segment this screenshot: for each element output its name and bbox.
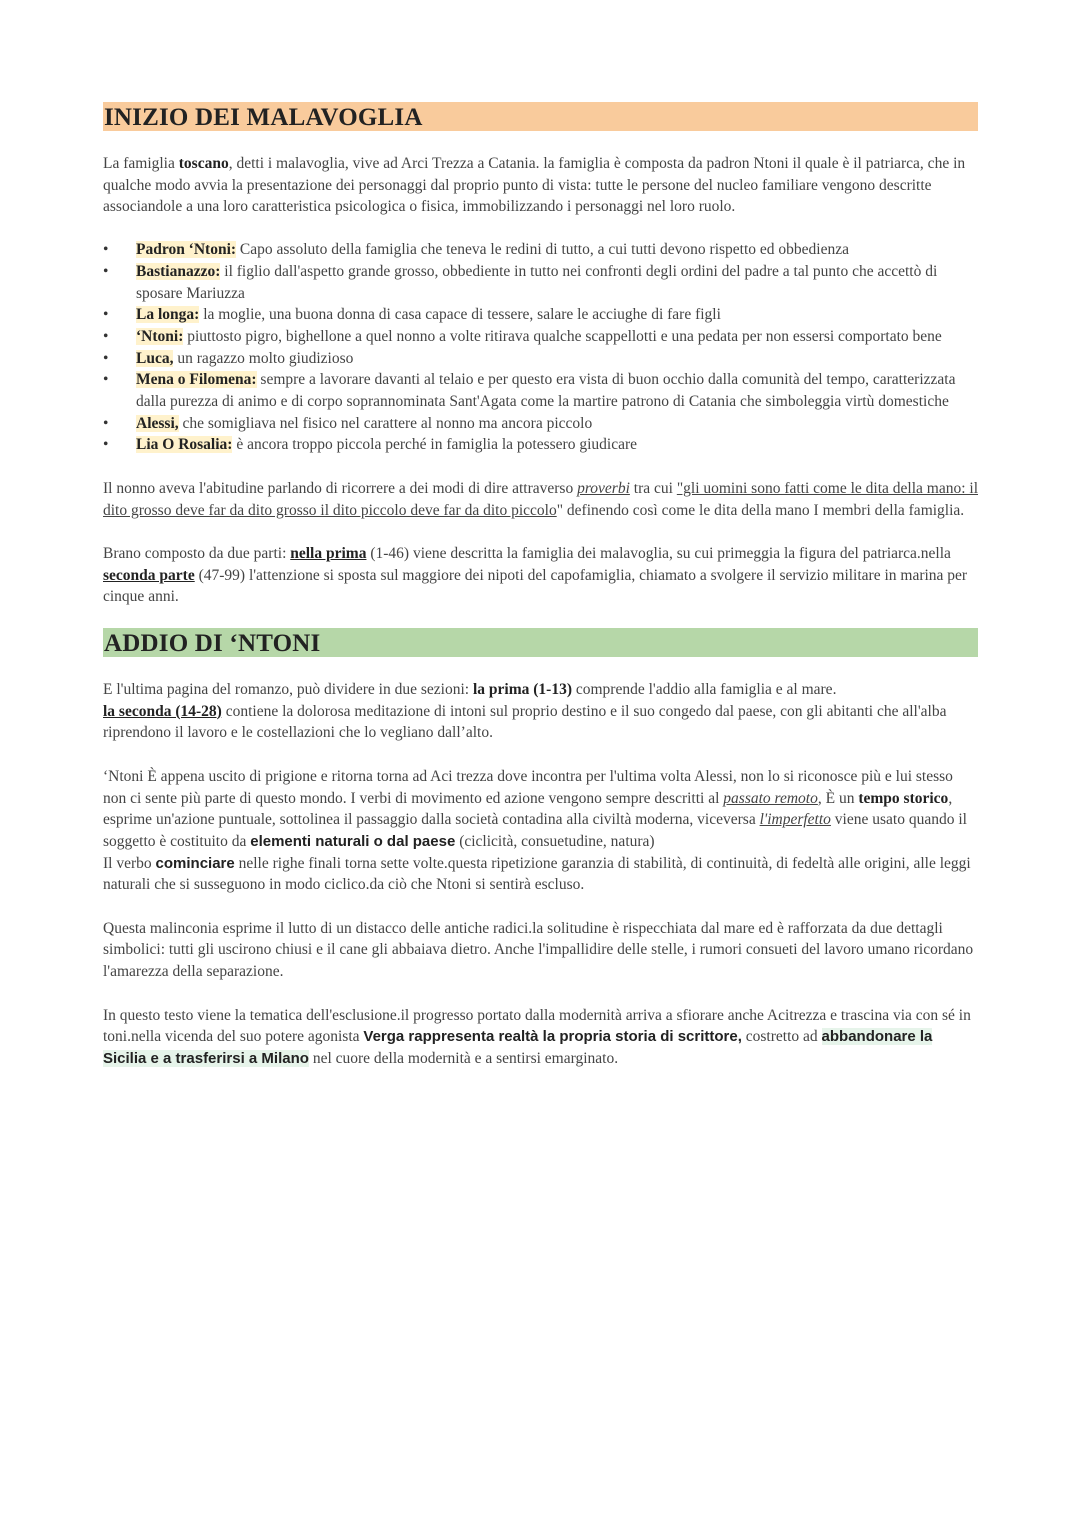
verbs-paragraph: [103, 766, 978, 896]
spacer: [103, 896, 978, 918]
intro-text-rest: , detti i malavoglia, vive ad Arci Trezza a Catania. la famiglia è composta da padron Ntoni il quale è il patriarca, che in qualche modo avvia la presentazione dei personaggi dal proprio punto di vista: tutte le persone del nucleo familiare vengono descritte associandole a una loro caratteristica psicologica o fisica, immobilizzando i personaggi nel loro ruolo.: [103, 155, 966, 216]
verbs-text: , esprime un'azione puntuale, sottolinea il passaggio dalla società contadina alla civiltà moderna, viceversa: [103, 789, 953, 829]
proverb-text: Il nonno aveva l'abitudine parlando di ricorrere a dei modi di dire attraverso: [103, 479, 578, 497]
addio-text: contiene la dolorosa meditazione di intoni sul proprio destino e il suo congedo dal paese, con gli abitanti che all'alba riprendono il lavoro e le costellazioni che lo vegliano dall’alto.: [103, 702, 947, 742]
spacer: [103, 456, 978, 478]
character-name: La longa:: [136, 306, 200, 324]
esclusione-sicilia: abbandonare la Sicilia e a trasferirsi a Milano: [103, 1028, 933, 1067]
character-name: Padron ‘Ntoni:: [136, 241, 237, 259]
character-item: [103, 413, 978, 435]
intro-text: La famiglia: [103, 155, 179, 172]
esclusione-text: nel cuore della modernità e a sentirsi emarginato.: [308, 1049, 619, 1067]
structure-paragraph: [103, 543, 978, 608]
proverb-term: proverbi: [577, 479, 630, 497]
structure-part1: nella prima: [290, 544, 367, 562]
character-desc: un ragazzo molto giudizioso: [173, 349, 354, 367]
intro-bold: toscano: [178, 155, 229, 172]
cominciare-text: Il verbo: [103, 854, 156, 872]
malinconia-paragraph: Questa malinconia esprime il lutto di un distacco delle antiche radici.la solitudine è rispecchiata dal mare ed è rafforzata da due dettagli simbolici: tutti gli uscirono chiusi e il cane gli abbaiava dietro. Anche l'impallidire delle stelle, i rumori consueti del lavoro umano ricordano l'amarezza della separazione.: [103, 919, 974, 981]
esclusione-paragraph: [103, 1005, 978, 1070]
structure-part2: seconda parte: [103, 566, 195, 584]
character-name: Alessi,: [136, 414, 179, 432]
esclusione-text: costretto ad: [741, 1028, 822, 1046]
character-list: [103, 239, 978, 456]
verbs-passato-remoto: passato remoto: [723, 789, 818, 807]
cominciare-text: nelle righe finali torna sette volte.questa ripetizione garanzia di stabilità, di continuità, di fedeltà alle origini, alle leggi naturali che si susseguono in modo ciclico.da ciò che Ntoni si sentirà escluso.: [103, 854, 971, 894]
character-desc: la moglie, una buona donna di casa capace di tessere, salare le acciughe di fare figli: [199, 306, 721, 324]
addio-text: comprende l'addio alla famiglia e al mare.: [571, 681, 837, 699]
structure-text: (47-99) l'attenzione si sposta sul maggiore dei nipoti del capofamiglia, chiamato a svolgere il servizio militare in marina per cinque anni.: [103, 566, 968, 606]
character-item: [103, 326, 978, 348]
addio-text: E l'ultima pagina del romanzo, può dividere in due sezioni:: [103, 681, 473, 699]
proverb-quote: "gli uomini sono fatti come le dita della mano: il dito grosso deve far da dito grosso il dito piccolo deve far da dito piccolo: [103, 479, 979, 519]
proverb-text: " definendo così come le dita della mano I membri della famiglia.: [556, 501, 965, 519]
verbs-elementi: elementi naturali o dal paese: [250, 832, 456, 850]
character-name: Mena o Filomena:: [136, 371, 257, 389]
character-item: [103, 348, 978, 370]
character-name: ‘Ntoni:: [136, 327, 184, 345]
verbs-text: , È un: [817, 789, 859, 807]
character-desc: Capo assoluto della famiglia che teneva le redini di tutto, a cui tutti devono rispetto ed obbedienza: [236, 241, 849, 259]
character-name: Lia O Rosalia:: [136, 436, 233, 454]
character-name: Bastianazzo:: [136, 262, 221, 280]
addio-part1: la prima (1-13): [472, 681, 572, 699]
proverb-text: tra cui: [629, 479, 677, 497]
proverb-paragraph: [103, 478, 978, 521]
verbs-text: (ciclicità, consuetudine, natura): [455, 832, 655, 850]
verbs-imperfetto: l'imperfetto: [759, 811, 831, 829]
character-item: [103, 434, 978, 456]
character-desc: piuttosto pigro, bighellone a quel nonno a volte ritirava qualche scappellotti e una pedata per non essersi comportato bene: [183, 327, 942, 345]
character-item: [103, 261, 978, 304]
character-item: [103, 369, 978, 412]
character-desc: sempre a lavorare davanti al telaio e per questo era vista di buon occhio dalla comunità del tempo, caratterizzata dalla purezza di animo e di corpo soprannominata Sant'Agata come la martire patrono di Catania che simboleggia virtù domestiche: [136, 371, 956, 411]
intro-paragraph: [103, 153, 978, 218]
spacer: [103, 744, 978, 766]
addio-part2: la seconda (14-28): [103, 702, 222, 720]
verbs-text: viene usato quando il soggetto è costituito da: [103, 811, 967, 850]
esclusione-text: In questo testo viene la tematica dell'esclusione.il progresso portato dalla modernità arriva a sfiorare anche Acitrezza e trascina via con sé in toni.nella vicenda del suo potere agonista: [103, 1006, 971, 1046]
esclusione-verga: Verga rappresenta realtà la propria storia di scrittore,: [363, 1028, 742, 1046]
spacer: [103, 521, 978, 543]
character-desc: è ancora troppo piccola perché in famiglia la potessero giudicare: [232, 436, 637, 454]
addio-intro-paragraph: [103, 679, 978, 744]
character-item: [103, 304, 978, 326]
character-name: Luca,: [136, 349, 174, 367]
structure-text: Brano composto da due parti:: [103, 544, 291, 562]
cominciare-verb: cominciare: [155, 854, 235, 872]
section-heading-addio: ADDIO DI ‘NTONI: [103, 628, 978, 657]
character-item: [103, 239, 978, 261]
character-desc: che somigliava nel fisico nel carattere al nonno ma ancora piccolo: [178, 414, 593, 432]
verbs-tempo-storico: tempo storico: [858, 789, 949, 807]
document-content: [103, 102, 978, 1070]
verbs-text: ‘Ntoni È appena uscito di prigione e ritorna torna ad Aci trezza dove incontra per l'ultima volta Alessi, non lo si riconosce più e lui stesso non ci sente più parte di questo mondo. I verbi di movimento ed azione vengono sempre descritti al: [103, 767, 953, 807]
structure-text: (1-46) viene descritta la famiglia dei malavoglia, su cui primeggia la figura del patriarca.nella: [366, 544, 951, 562]
spacer: [103, 983, 978, 1005]
character-desc: il figlio dall'aspetto grande grosso, obbediente in tutto nei confronti degli ordini del padre a tal punto che accettò di sposare Mariuzza: [136, 262, 938, 302]
section-heading-inizio: INIZIO DEI MALAVOGLIA: [103, 102, 978, 131]
